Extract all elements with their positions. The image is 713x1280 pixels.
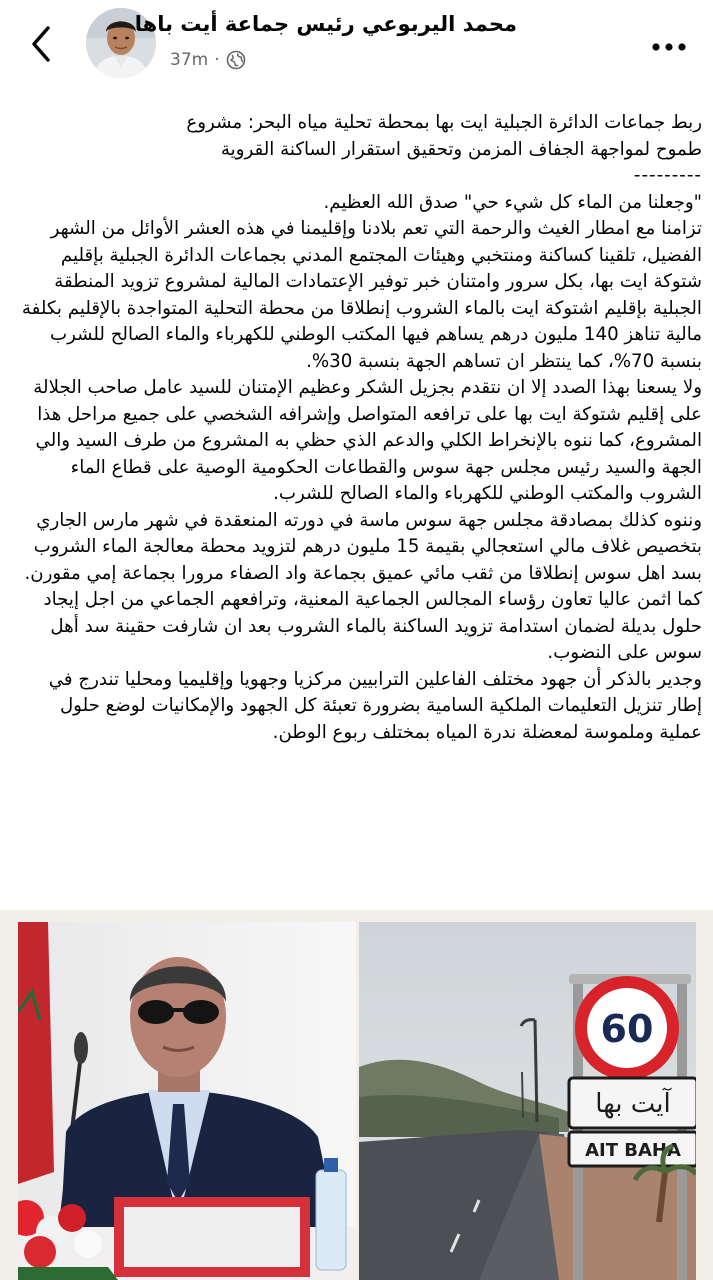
town-name-arabic: آيت بها: [595, 1089, 671, 1119]
post-paragraph: "وجعلنا من الماء كل شيء حي" صدق الله العظيم.: [323, 191, 702, 213]
post-divider: ---------: [633, 165, 702, 186]
town-name-latin: AIT BAHA: [585, 1140, 681, 1161]
post-paragraph: وننوه كذلك بمصادقة مجلس جهة سوس ماسة في دورته المنعقدة في شهر مارس الجاري بتخصيص غلاف مالي استعجالي بقيمة 15 مليون درهم لتزويد محطة معالجة الماء الشروب بسد اهل سوس إنطلاقا من ثقب مائي عميق بجماعة واد الصفاء مرورا بجماعة إمي مقورن.: [24, 509, 702, 584]
post-title-line: ربط جماعات الدائرة الجبلية ايت بها بمحطة تحلية مياه البحر: مشروع: [186, 112, 702, 133]
photo-road-sign[interactable]: [359, 922, 696, 1280]
post-paragraph: تزامنا مع امطار الغيث والرحمة التي تعم بلادنا وإقليمنا في هذه العشر الأوائل من الشهر الفضيل، تلقينا كساكنة ومنتخبي وهيئات المجتمع المدني بجماعات الدائرة الجبلية بإقليم شتوكة ايت بها، بكل سرور وامتنان خبر توفير الإعتمادات المالية لمشروع تزويد المنطقة الجبلية بإقليم اشتوكة ايت بالماء الشروب إنطلاقا من محطة التحلية المتواجدة بالإقليم بكلفة مالية تناهز 140 مليون درهم يساهم فيها المكتب الوطني للكهرباء والماء الصالح للشرب بنسبة 70%، كما ينتظر ان تساهم الجهة بنسبة 30%.: [21, 218, 702, 372]
meta-separator: ·: [214, 50, 220, 70]
post-paragraph: وجدير بالذكر أن جهود مختلف الفاعلين الترابيين مركزيا وجهويا وإقليميا ومحليا تندرج في إطار تنزيل التعليمات الملكية السامية بضرورة تعبئة كل الجهود والإمكانيات لوضع حلول عملية وملموسة لمعضلة ندرة المياه بمختلف ربوع الوطن.: [48, 668, 702, 743]
post-meta: [170, 48, 246, 72]
more-horizontal-icon: [651, 41, 687, 53]
chevron-left-icon: [22, 22, 62, 66]
post-paragraph: كما اثمن عاليا تعاون رؤساء المجالس الجماعية المعنية، وترافعهم الجماعي من اجل إيجاد حلول بديلة لضمان استدامة تزويد الساكنة بالماء الشروب بعد ان شارفت حقينة سد أهل سوس على النضوب.: [43, 589, 702, 663]
speed-limit-number: 60: [600, 1007, 654, 1051]
post-title-line: طموح لمواجهة الجفاف المزمن وتحقيق استقرار الساكنة القروية: [220, 138, 702, 160]
post-header: [0, 0, 713, 92]
globe-icon: [226, 50, 246, 70]
post-photo-collage[interactable]: [0, 910, 713, 1280]
back-button[interactable]: [22, 22, 62, 66]
photo-official[interactable]: [18, 922, 356, 1280]
author-name[interactable]: محمد اليربوعي رئيس جماعة أيت باها: [134, 12, 517, 36]
post-time[interactable]: 37m: [170, 50, 209, 70]
post-paragraph: ولا يسعنا بهذا الصدد إلا ان نتقدم بجزيل الشكر وعظيم الإمتنان للسيد عامل صاحب الجلالة على إقليم شتوكة ايت بها على ترافعه المتواصل وإشرافه الشخصي على جميع مراحل هذا المشروع، كما ننوه بالإنخراط الكلي والدعم الذي حظي به المشروع من طرف السيد والي الجهة والسيد رئيس مجلس جهة سوس والقطاعات الحكومية الوصية على قطاع الماء الشروب والمكتب الوطني للكهرباء والماء الصالح للشرب.: [33, 377, 702, 504]
post-body: [12, 110, 702, 746]
more-options-button[interactable]: [651, 38, 687, 50]
